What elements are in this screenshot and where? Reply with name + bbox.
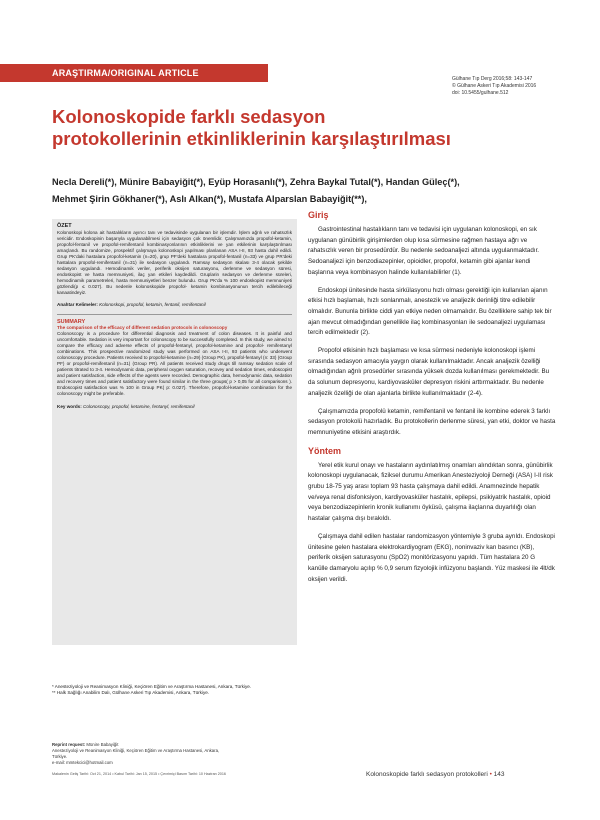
section-banner: ARAŞTIRMA/ORIGINAL ARTICLE [0,64,268,82]
author-line: Mehmet Şirin Gökhaner(*), Aslı Alkan(*), Mustafa Alparslan Babayiğit(**), [52,194,367,204]
doi: doi: 10.5455/gulhane.512 [452,90,509,97]
abstract-box [52,219,297,645]
paragraph: Gastrointestinal hastalıkların tanı ve tedavisi için uygulanan kolonoskopi, en sık uygulanan günübirlik girişimlerden olup kısa sürmesine rağmen hastaya ağrı ve rahatsızlık veren bir prosedürdür. Bu nedenle sedoanaljezi altında uygulanmaktadır. Sedoanaljezi için benzodiazepinler, opioidler, propofol, ketamin gibi ajanlar kendi başlarına veya kombinasyon halinde kullanılabilirler (1). [308,226,540,276]
reprint-label: Reprint request: [52,742,86,747]
page-separator: • [489,771,492,778]
running-title: Kolonoskopide farklı sedasyon protokolleri [366,771,488,778]
paragraph: Yerel etik kurul onayı ve hastaların aydınlatılmış onamları alındıktan sonra, günübirlik kolonoskopi uygulanacak, fiziksel durumu Amerikan Anesteziyoloji Derneği (ASA) I-II risk grubu 18-75 yaş arası toplam 93 hasta çalışmaya dahil edildi. Anamnezinde hepatik ve/veya renal disfonksiyon, kardiyovasküler hastalık, epilepsi, psikiyatrik hastalık, opioid veya benzodiazepinlerin kronik kullanımı öyküsü, çalışma ilaçlarına duyarlılığı olan hastalar çalışma dışı bırakıldı. [308,461,553,523]
abstract-heading: ÖZET [57,223,72,229]
keywords-label: Key words: [57,403,82,409]
section-heading-yontem: Yöntem [308,445,342,456]
summary-keywords [57,404,292,410]
keywords-value: Colonoscopy, propofol, ketamine, fentanyl, remifentanil [83,403,195,409]
reprint-request [52,742,292,766]
author-line: Necla Dereli(*), Münire Babayiğit(*), Eyüp Horasanlı(*), Zehra Baykal Tutal(*), Handan Güleç(*), [52,177,460,187]
reprint-email: e-mail: mmtekcici@hotmail.com [52,760,113,765]
keywords-value: Kolonoskopi, propofol, ketamin, fentanil, remifentanil [99,302,206,308]
article-dates: Makalenin Geliş Tarihi: Oct 21, 2014 • Kabul Tarihi: Jan 15, 2015 • Çevrimiçi Basım Tarihi: 10 Haziran 2016 [52,772,226,776]
reprint-address: Türkiye. [52,754,68,759]
keywords-label: Anahtar Kelimeler: [57,302,98,308]
reprint-name: Münire Babayiğit [86,742,119,747]
journal-meta [452,76,536,98]
paragraph: Propofol etkisinin hızlı başlaması ve kısa sürmesi nedeniyle kolonoskopi işlemi sırasında sedasyon amacıyla yaygın olarak kullanılmaktadır. Ancak analjezik özelliği olmadığından ağrılı prosedürler sırasında yüksek dozda kullanılması gerekmektedir. Bu da solunum depresyonu, kardiyovasküler depresyon riskini arttırmaktadır. Bu nedenle analjezik özelliği de olan ajanlarla birlikte kullanılmaktadır (2-4). [308,347,550,397]
article-title: Kolonoskopide farklı sedasyon protokollerinin etkinliklerinin karşılaştırılması [52,106,451,149]
paragraph: Çalışmaya dahil edilen hastalar randomizasyon yöntemiyle 3 gruba ayrıldı. Endoskopi ünitesine gelen hastalara elektrokardiyogram (EKG), noninvaziv kan basıncı (KB), periferik oksijen saturasyonu (SpO2) monitörizasyonu yapıldı. Tüm hastalara 20 G kanülle damaryolu açılıp % 0,9 serum fizyolojik infüzyonu başlandı. Yüz maskesi ile 4lt/dk oksijen verildi. [308,532,555,583]
abstract-text: Kolonoskopi kolona ait hastalıkların ayırıcı tanı ve tedavisinde uygulanan bir işlemdir. İşlem ağrılı ve rahatsızlık vericidir. Endoskopinin başarıyla uygulanabilmesi için sedasyon çok önemlidir. Çalışmamızda propofol-ketamin, propofol-fentanil ve propofol-remifentanil kombinasyonlarının etkinliklerini ve yan etkilerinin karşılaştırılması amaçlandı. Bu randomize, prospektif çalışmaya kolonoskopi yapılması planlanan ASA I-II, 93 hasta dahil edildi. Grup PK'daki hastalara propofol-ketamin (n=20), grup PF'deki hastalara propofol-fentanil (n=33) ve grup PR'deki hastalara propofol-remifentanil (n=31) ile sedasyon uygulandı. Ramsay sedasyon skalası 3-4 olacak şekilde sedasyon uygulandı. Hemodinamik veriler, periferik oksijen saturasyonu, derlenme ve sedasyon süresi, endoskopist ve hasta memnuniyeti, ilaç yan etkileri kaydedildi. Gruplarin sedasyon ve derlenme süreleri, hemodinamik parametreleri, hasta memnuniyetleri benzer bulundu. Grup PK'da % 100 endoskopist memnuniyeti gözlendi(p ≤ 0.027). Bu nedenle kolonoskopide propofol- ketamin kombinasyonunun tercih edilebileceği kanaatindeyiz. [57,230,292,295]
affiliations [52,684,292,696]
copyright: © Gülhane Askeri Tıp Akademisi 2016 [452,83,537,90]
paragraph: Çalışmamızda propofolü ketamin, remifentanil ve fentanil ile kombine ederek 3 farklı sedasyon protokolü hazırladık. Bu protokollerin derlenme süresi, yan etki, doktor ve hasta memnuniyetine etkisini araştırdık. [308,407,556,436]
main-column [308,210,556,592]
author-list [52,174,572,208]
divider [57,314,292,315]
page-number: 143 [493,771,505,778]
abstract-keywords [57,302,292,308]
paragraph: Endoskopi ünitesinde hasta sirkülasyonu hızlı olması gerektiği için kullanılan ajanın etkisi hızlı başlamalı, hızlı sonlanmalı, anestezik ve analjezik derinliği titre edilebilir olmalıdır. Bununla birlikte ciddi yan etkiye neden olmamalıdır. Bu özelliklere sahip tek bir ajan mevcut olmadığından genellikle ilaç kombinasyonları ile sedoanaljezi uygulaması tercih edilmektedir (2). [308,286,552,337]
summary-heading: SUMMARY [57,319,86,326]
summary-subtitle: The comparison of the efficacy of different sedation protocols in colonoscopy [57,325,228,331]
journal-citation: Gülhane Tıp Derg 2016;58: 143-147 [452,76,533,82]
section-heading-giris: Giriş [308,210,329,220]
footnote: * Anesteziyoloji ve Reanimasyon Kliniği, Keçiören Eğitim ve Araştırma Hastanesi, Ankara, Türkiye. [52,684,252,689]
footnote: ** Halk Sağlığı Anabilim Dalı, Gülhane Askeri Tıp Akademisi, Ankara, Türkiye. [52,690,210,696]
summary-text: Colonoscopy is a procedure for differential diagnosis and treatment of colon diseases. It is painful and uncomfortable. Sedation is very important for colonoscopy to be successfully completed. In this study, we aimed to compare the efficacy and adverse effects of propofol-fentanyl, propofol-ketamine and propofol- remifentanyl combinations. This prospective randomized study was performed on ASA I-II, 93 patients who underwent colonoscopy procedure. Patients received to propofol-ketamine (n=29) (Group PK), propofol-fentanyl (n: 33) (Group PF) or propofol-remifentanil (n=31) (Group PR). All patients received study drugs till ramsay sedation scale of patients titrated to 3-4. Hemodynamic data, peripheral oxygen saturation, recovey and sedation times, endoscopist and patient satisfaction, side effects of the agents were recorded. Demographic data, hemodynamic data, sedation and recovery times and patient satisfactory were found similar in the three groups( p > 0,05 for all comparisons ). Endoscopist satisfaction was % 100 in Group PK( p: 0.027). Therefore, propofol-ketamine combination for the colonoscopy might be preferable. [57,331,292,397]
page-footer [366,771,505,778]
reprint-address: Anesteziyoloji ve Reanimasyon Kliniği, Keçiören Eğitim ve Araştırma Hastanesi, Ankara, [52,748,220,753]
